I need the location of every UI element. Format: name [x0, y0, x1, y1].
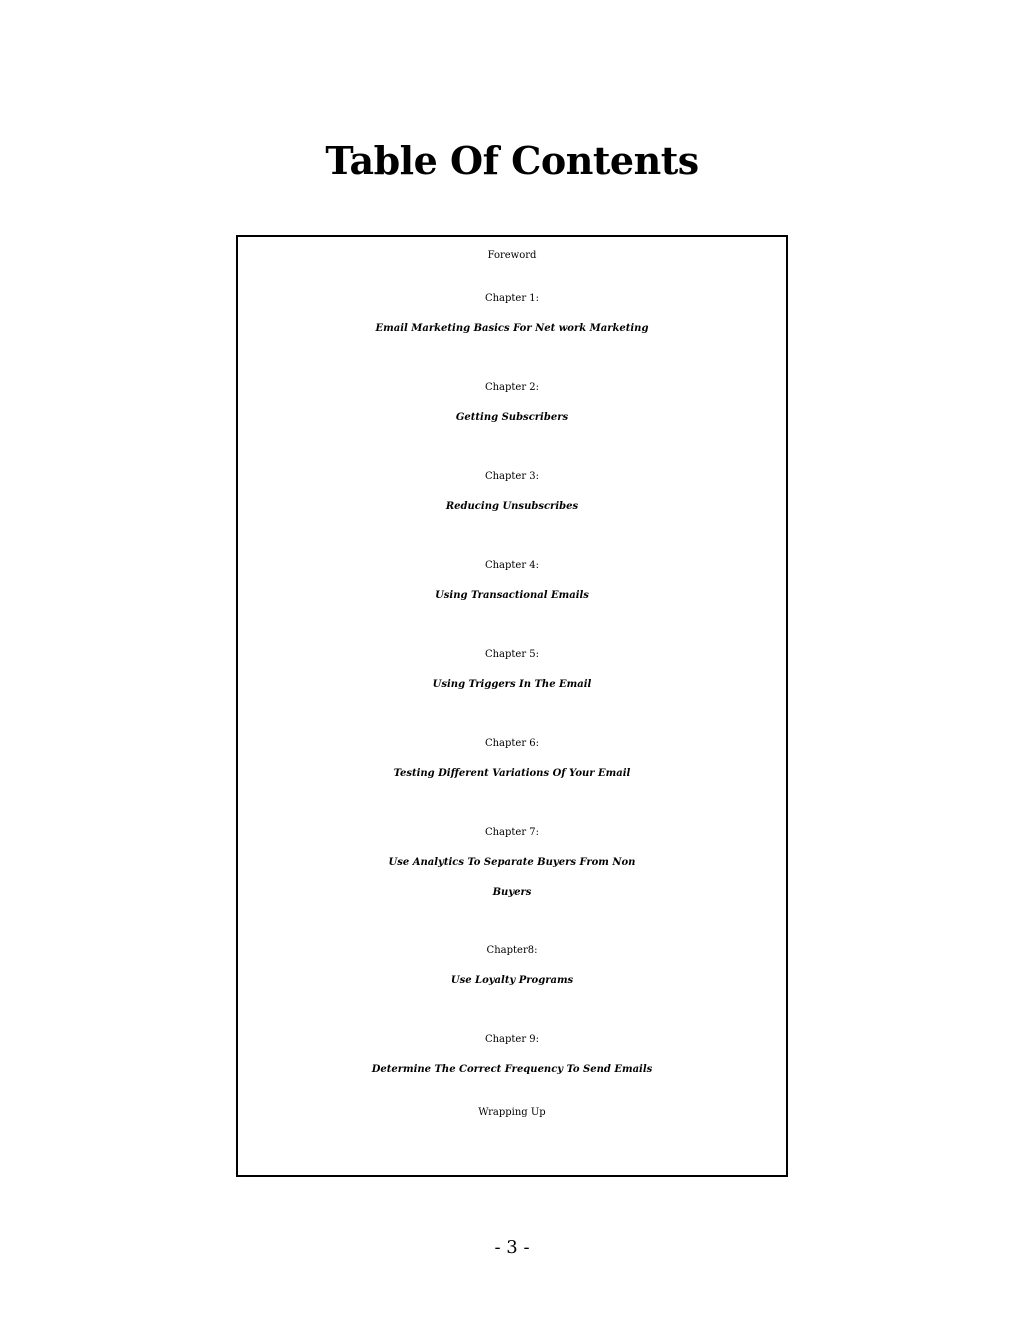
chapter-5-title[interactable]: Using Triggers In The Email: [432, 679, 592, 690]
chapter-6-title[interactable]: Testing Different Variations Of Your Email: [393, 768, 631, 779]
page-number: - 3 -: [494, 1237, 530, 1258]
toc-wrapping-up[interactable]: Wrapping Up: [478, 1107, 546, 1118]
chapter-8-label: Chapter8:: [486, 945, 538, 956]
chapter-9-title[interactable]: Determine The Correct Frequency To Send Emails: [371, 1064, 653, 1075]
chapter-2-title[interactable]: Getting Subscribers: [455, 412, 569, 423]
chapter-3-label: Chapter 3:: [484, 471, 540, 482]
chapter-9-label: Chapter 9:: [484, 1034, 540, 1045]
chapter-1-label: Chapter 1:: [484, 293, 540, 304]
page-title: Table Of Contents: [325, 138, 699, 183]
chapter-4-label: Chapter 4:: [484, 560, 540, 571]
chapter-4-title[interactable]: Using Transactional Emails: [435, 590, 589, 601]
chapter-8-title[interactable]: Use Loyalty Programs: [450, 975, 574, 986]
toc-foreword[interactable]: Foreword: [487, 250, 537, 261]
chapter-3-title[interactable]: Reducing Unsubscribes: [445, 501, 579, 512]
chapter-6-label: Chapter 6:: [484, 738, 540, 749]
chapter-1-title[interactable]: Email Marketing Basics For Net work Marketing: [375, 323, 649, 334]
table-of-contents-box: [236, 235, 788, 1177]
chapter-7-label: Chapter 7:: [484, 827, 540, 838]
chapter-5-label: Chapter 5:: [484, 649, 540, 660]
chapter-7-title-line-2[interactable]: Buyers: [492, 887, 532, 898]
chapter-2-label: Chapter 2:: [484, 382, 540, 393]
chapter-7-title-line-1[interactable]: Use Analytics To Separate Buyers From Non: [388, 857, 636, 868]
